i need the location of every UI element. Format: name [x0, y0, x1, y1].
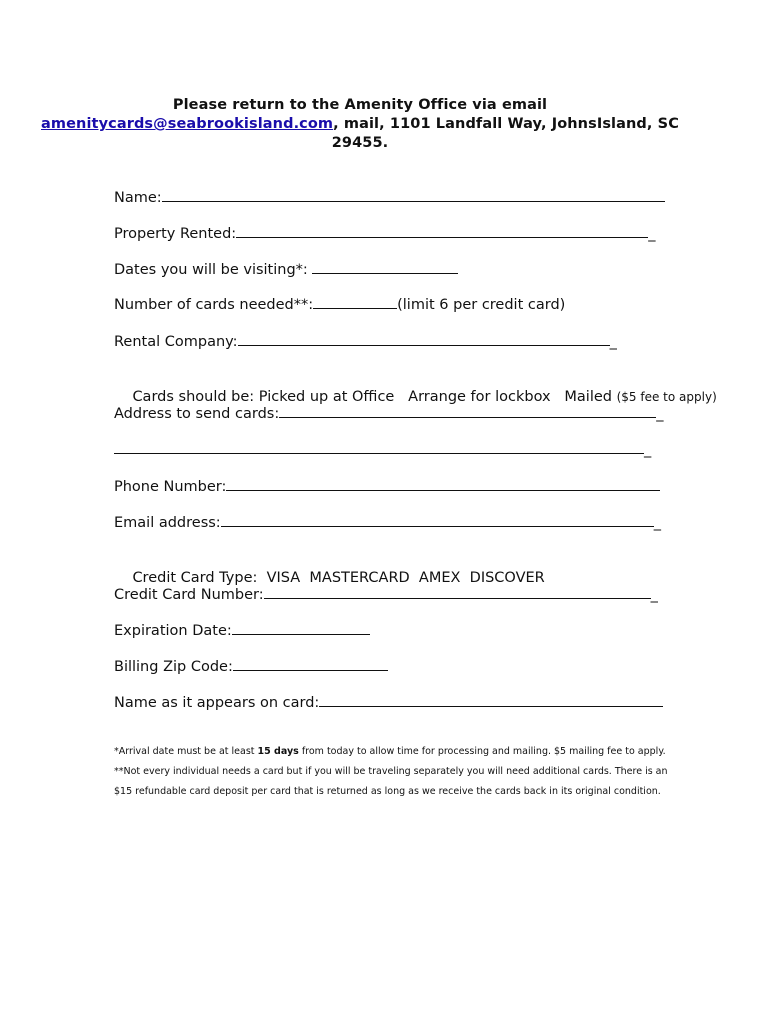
cc-number-field[interactable] — [114, 584, 658, 605]
footnotes — [114, 742, 674, 802]
property-rented-field[interactable] — [114, 223, 655, 244]
phone-line[interactable] — [226, 476, 660, 491]
billing-zip-line[interactable] — [233, 656, 388, 671]
address-line-2[interactable] — [114, 439, 644, 454]
address-field[interactable] — [114, 403, 663, 424]
footnote-cards-2: $15 refundable card deposit per card that is returned as long as we receive the cards back in its original condition. — [114, 786, 661, 797]
property-rented-line[interactable] — [236, 223, 648, 238]
address-trail-2: _ — [644, 442, 652, 458]
cc-number-trail: _ — [650, 587, 658, 603]
mail-fee-note: ($5 fee to apply) — [616, 390, 717, 404]
rental-company-label: Rental Company: — [114, 334, 238, 350]
cc-number-label: Credit Card Number: — [114, 587, 264, 603]
email-line[interactable] — [221, 512, 654, 527]
dates-visiting-label: Dates you will be visiting*: — [114, 262, 313, 278]
footnote-arrival — [114, 742, 674, 762]
footnote-arrival-pre: *Arrival date must be at least — [114, 746, 258, 757]
email-label: Email address: — [114, 515, 221, 531]
expiration-field[interactable] — [114, 620, 370, 641]
footnote-arrival-days: 15 days — [257, 746, 299, 757]
email-field[interactable] — [114, 512, 661, 533]
footnote-cards-1: **Not every individual needs a card but if you will be traveling separately you will need additional cards. There is an — [114, 766, 668, 777]
address-field-line-2[interactable] — [114, 439, 651, 460]
billing-zip-label: Billing Zip Code: — [114, 659, 233, 675]
cc-type-label: Credit Card Type: VISA MASTERCARD AMEX DISCOVER — [132, 570, 545, 586]
name-on-card-field[interactable] — [114, 692, 663, 713]
header-line-2 — [40, 115, 680, 134]
address-label: Address to send cards: — [114, 406, 280, 422]
cc-number-line[interactable] — [264, 584, 651, 599]
dates-visiting-line[interactable] — [312, 259, 458, 274]
expiration-label: Expiration Date: — [114, 623, 232, 639]
dates-visiting-field[interactable] — [114, 259, 458, 280]
name-on-card-label: Name as it appears on card: — [114, 695, 320, 711]
expiration-line[interactable] — [232, 620, 370, 635]
footnote-arrival-post: from today to allow time for processing and mailing. $5 mailing fee to apply. — [298, 746, 666, 757]
phone-label: Phone Number: — [114, 479, 227, 495]
cards-needed-label: Number of cards needed**: — [114, 297, 314, 313]
name-on-card-line[interactable] — [319, 692, 663, 707]
header-address: , mail, 1101 Landfall Way, JohnsIsland, SC — [333, 116, 679, 132]
cards-needed-field[interactable] — [114, 294, 565, 315]
property-rented-label: Property Rented: — [114, 226, 237, 242]
rental-company-trail: _ — [609, 334, 617, 350]
billing-zip-field[interactable] — [114, 656, 388, 677]
address-trail-1: _ — [656, 406, 664, 422]
cards-needed-line[interactable] — [313, 294, 397, 309]
name-label: Name: — [114, 190, 162, 206]
header-line-3: 29455. — [331, 135, 389, 151]
email-trail: _ — [653, 515, 661, 531]
rental-company-line[interactable] — [238, 331, 610, 346]
phone-field[interactable] — [114, 476, 660, 497]
rental-company-field[interactable] — [114, 331, 617, 352]
cards-limit-note: (limit 6 per credit card) — [397, 297, 566, 313]
name-line[interactable] — [162, 187, 665, 202]
address-line-1[interactable] — [279, 403, 656, 418]
email-link[interactable]: amenitycards@seabrookisland.com — [41, 116, 334, 132]
name-field[interactable] — [114, 187, 665, 208]
form-header — [40, 96, 680, 153]
cards-delivery-label: Cards should be: Picked up at Office Arrange for lockbox Mailed — [132, 389, 617, 405]
property-rented-trail: _ — [648, 226, 656, 242]
header-line-1: Please return to the Amenity Office via email — [172, 97, 548, 113]
